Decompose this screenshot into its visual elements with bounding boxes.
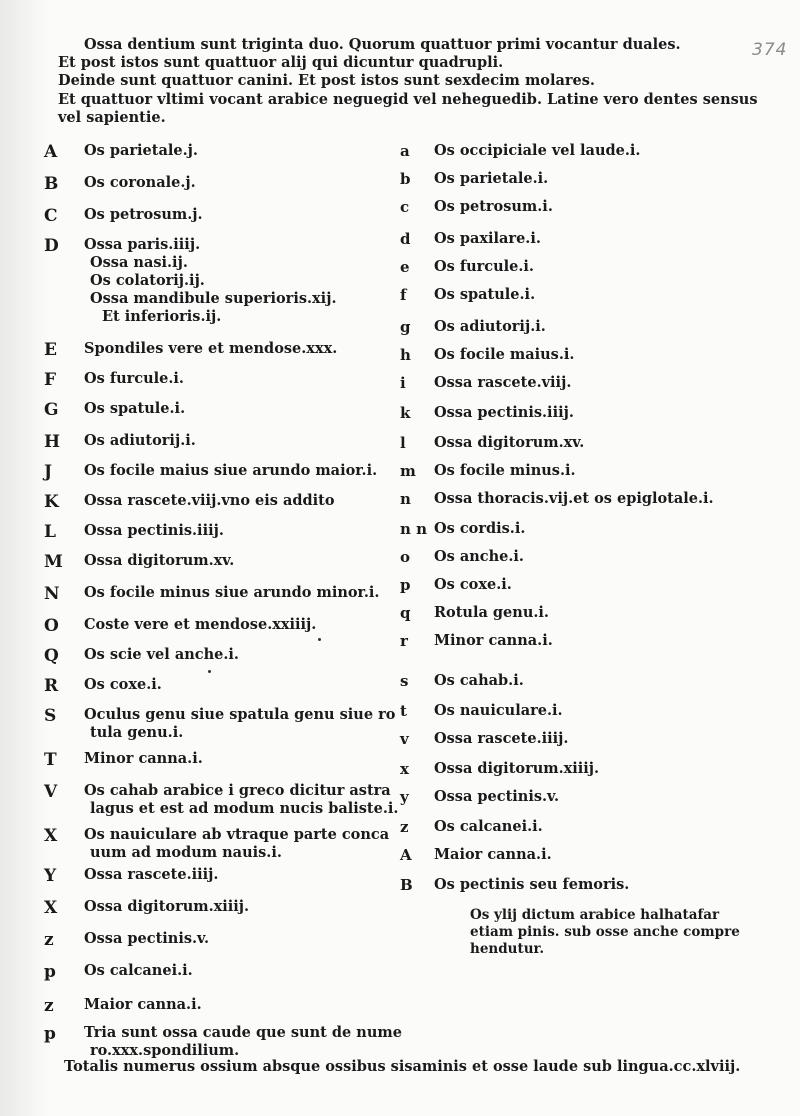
entry-letter: O xyxy=(44,616,59,636)
entry-letter: A xyxy=(44,142,58,162)
entry-text xyxy=(84,462,377,480)
entry-line: Os focile minus siue arundo minor.i. xyxy=(84,584,380,601)
entry-text xyxy=(434,258,534,276)
entry-line: ro.xxx.spondilium. xyxy=(90,1042,240,1059)
entry-line: Os cahab arabice i greco dicitur astra xyxy=(84,782,391,799)
entry-letter: J xyxy=(44,462,53,482)
entry-line: Os cordis.i. xyxy=(434,520,526,537)
entry-letter: p xyxy=(400,576,411,594)
entry-letter: z xyxy=(44,930,54,950)
entry-text xyxy=(84,826,389,862)
entry-text xyxy=(84,522,224,540)
entry-line: Ossa nasi.ij. xyxy=(90,254,188,271)
entry-text xyxy=(84,930,209,948)
entry-letter: Y xyxy=(44,866,57,886)
intro-paragraph xyxy=(58,36,758,127)
entry-line: Os focile maius.i. xyxy=(434,346,575,363)
entry-text xyxy=(84,866,218,884)
entry-line: Os occipiciale vel laude.i. xyxy=(434,142,641,159)
entry-text xyxy=(434,198,553,216)
entry-text xyxy=(434,876,629,894)
entry-letter: r xyxy=(400,632,408,650)
entry-text xyxy=(84,552,234,570)
entry-line: Minor canna.i. xyxy=(84,750,203,767)
entry-letter: H xyxy=(44,432,61,452)
entry-line: Os petrosum.i. xyxy=(434,198,553,215)
entry-text xyxy=(434,702,563,720)
entry-letter: S xyxy=(44,706,57,726)
entry-letter: x xyxy=(400,760,409,778)
entry-line: Os colatorij.ij. xyxy=(90,272,205,289)
entry-text xyxy=(434,818,543,836)
entry-text xyxy=(434,434,584,452)
entry-line: Coste vere et mendose.xxiiij. xyxy=(84,616,317,633)
entry-letter: s xyxy=(400,672,409,690)
intro-line: Deinde sunt quattuor canini. Et post istos sunt sexdecim molares. xyxy=(58,72,595,90)
entry-text xyxy=(84,962,193,980)
entry-text xyxy=(434,520,525,538)
entry-letter: G xyxy=(44,400,59,420)
entry-line: Os calcanei.i. xyxy=(84,962,193,979)
entry-text xyxy=(434,548,524,566)
entry-line: Os parietale.i. xyxy=(434,170,549,187)
entry-letter: k xyxy=(400,404,411,422)
entry-text xyxy=(434,286,535,304)
entry-line: Os paxilare.i. xyxy=(434,230,541,247)
entry-letter: g xyxy=(400,318,411,336)
entry-line: Ossa digitorum.xiiij. xyxy=(84,898,250,915)
entry-line: Minor canna.i. xyxy=(434,632,553,649)
entry-letter: o xyxy=(400,548,411,566)
entry-text xyxy=(434,374,571,392)
entry-letter: T xyxy=(44,750,57,770)
entry-letter: E xyxy=(44,340,57,360)
entry-letter: V xyxy=(44,782,58,802)
entry-letter: K xyxy=(44,492,59,512)
entry-line: Ossa paris.iiij. xyxy=(84,236,201,253)
entry-line: Ossa pectinis.v. xyxy=(434,788,560,805)
intro-line: Et quattuor vltimi vocant arabice neguegid vel neheguedib. Latine vero dentes sensus xyxy=(58,90,758,108)
ink-speck xyxy=(318,638,321,641)
entry-letter: d xyxy=(400,230,411,248)
entry-text xyxy=(434,490,714,508)
entry-letter: c xyxy=(400,198,410,216)
entry-text xyxy=(84,898,249,916)
entry-line: Ossa rascete.viij. xyxy=(434,374,572,391)
entry-text xyxy=(84,174,196,192)
marginal-note xyxy=(470,907,740,958)
intro-line: vel sapientie. xyxy=(58,108,166,126)
entry-line: Ossa pectinis.iiij. xyxy=(84,522,224,539)
entry-line: Ossa thoracis.vij.et os epiglotale.i. xyxy=(434,490,714,507)
entry-letter: m xyxy=(400,462,416,480)
entry-line: uum ad modum nauis.i. xyxy=(90,844,282,861)
entry-text xyxy=(434,462,576,480)
note-line: Os ylij dictum arabice halhatafar xyxy=(470,907,720,923)
entry-line: Os coronale.j. xyxy=(84,174,196,191)
entry-text xyxy=(84,340,337,358)
entry-line: Os cahab.i. xyxy=(434,672,524,689)
entry-line: Spondiles vere et mendose.xxx. xyxy=(84,340,338,357)
entry-line: Os scie vel anche.i. xyxy=(84,646,239,663)
entry-text xyxy=(84,646,239,664)
intro-line: Et post istos sunt quattuor alij qui dicuntur quadrupli. xyxy=(58,54,504,72)
entry-letter: t xyxy=(400,702,407,720)
entry-letter: v xyxy=(400,730,409,748)
entry-text xyxy=(84,236,337,326)
entry-text xyxy=(434,632,553,650)
entry-letter: p xyxy=(44,1024,56,1044)
entry-line: Ossa digitorum.xiiij. xyxy=(434,760,600,777)
entry-letter: M xyxy=(44,552,63,572)
entry-line: Os focile minus.i. xyxy=(434,462,576,479)
entry-line: Os petrosum.j. xyxy=(84,206,203,223)
entry-letter: a xyxy=(400,142,410,160)
entry-line: Ossa digitorum.xv. xyxy=(84,552,235,569)
entry-line: Os furcule.i. xyxy=(84,370,184,387)
entry-line: Oculus genu siue spatula genu siue ro xyxy=(84,706,396,723)
entry-letter: l xyxy=(400,434,406,452)
entry-text xyxy=(84,584,379,602)
entry-text xyxy=(84,1024,402,1060)
entry-line: Ossa pectinis.v. xyxy=(84,930,210,947)
entry-letter: p xyxy=(44,962,56,982)
entry-text xyxy=(84,370,184,388)
entry-text xyxy=(434,404,574,422)
entry-letter: X xyxy=(44,898,58,918)
entry-letter: z xyxy=(44,996,54,1016)
entry-line: Ossa rascete.viij.vno eis addito xyxy=(84,492,335,509)
entry-text xyxy=(434,142,640,160)
entry-letter: Q xyxy=(44,646,59,666)
entry-letter: B xyxy=(44,174,59,194)
entry-letter: e xyxy=(400,258,410,276)
total-line: Totalis numerus ossium absque ossibus sisaminis et osse laude sub lingua.cc.xlviij. xyxy=(64,1058,741,1075)
entry-text xyxy=(84,206,203,224)
entry-letter: X xyxy=(44,826,58,846)
entry-letter: L xyxy=(44,522,56,542)
entry-text xyxy=(434,170,548,188)
note-line: etiam pinis. sub osse anche compre xyxy=(470,924,740,940)
entry-text xyxy=(434,346,574,364)
entry-text xyxy=(434,846,552,864)
entry-line: Ossa digitorum.xv. xyxy=(434,434,585,451)
entry-letter: R xyxy=(44,676,59,696)
entry-text xyxy=(434,230,541,248)
entry-letter: D xyxy=(44,236,59,256)
note-line: hendutur. xyxy=(470,941,545,957)
entry-line: Os pectinis seu femoris. xyxy=(434,876,630,893)
entry-text xyxy=(84,676,162,694)
entry-text xyxy=(84,142,198,160)
entry-line: Os spatule.i. xyxy=(84,400,186,417)
entry-line: Os parietale.j. xyxy=(84,142,198,159)
folio-number: 374 xyxy=(752,40,788,60)
entry-line: lagus et est ad modum nucis baliste.i. xyxy=(90,800,399,817)
entry-line: Os coxe.i. xyxy=(84,676,162,693)
entry-line: Os coxe.i. xyxy=(434,576,512,593)
entry-text xyxy=(434,576,512,594)
entry-letter: b xyxy=(400,170,411,188)
entry-line: Maior canna.i. xyxy=(84,996,202,1013)
entry-text xyxy=(84,432,196,450)
entry-text xyxy=(84,492,335,510)
entry-text xyxy=(434,672,524,690)
page-binding-shadow xyxy=(0,0,48,1116)
entry-line: Ossa rascete.iiij. xyxy=(434,730,569,747)
entry-letter: C xyxy=(44,206,58,226)
entry-text xyxy=(84,996,202,1014)
entry-line: Ossa rascete.iiij. xyxy=(84,866,219,883)
entry-letter: y xyxy=(400,788,409,806)
entry-line: Os anche.i. xyxy=(434,548,524,565)
entry-text xyxy=(84,706,395,742)
entry-line: Tria sunt ossa caude que sunt de nume xyxy=(84,1024,402,1041)
intro-line: Ossa dentium sunt triginta duo. Quorum quattuor primi vocantur duales. xyxy=(84,36,681,53)
entry-line: Et inferioris.ij. xyxy=(102,308,222,325)
entry-text xyxy=(434,604,549,622)
entry-letter: h xyxy=(400,346,411,364)
entry-letter: B xyxy=(400,876,413,894)
entry-line: Ossa mandibule superioris.xij. xyxy=(90,290,337,307)
entry-letter: q xyxy=(400,604,411,622)
entry-line: Os nauiculare ab vtraque parte conca xyxy=(84,826,390,843)
entry-letter: z xyxy=(400,818,409,836)
entry-line: Maior canna.i. xyxy=(434,846,552,863)
entry-line: tula genu.i. xyxy=(90,724,184,741)
entry-line: Os calcanei.i. xyxy=(434,818,543,835)
entry-letter: F xyxy=(44,370,57,390)
entry-line: Os furcule.i. xyxy=(434,258,534,275)
entry-line: Os adiutorij.i. xyxy=(84,432,196,449)
entry-line: Os focile maius siue arundo maior.i. xyxy=(84,462,378,479)
entry-text xyxy=(434,318,546,336)
ink-speck xyxy=(208,670,211,673)
entry-text xyxy=(84,750,203,768)
entry-line: Os adiutorij.i. xyxy=(434,318,546,335)
entry-line: Rotula genu.i. xyxy=(434,604,549,621)
entry-letter: f xyxy=(400,286,407,304)
entry-line: Os nauiculare.i. xyxy=(434,702,563,719)
entry-line: Os spatule.i. xyxy=(434,286,536,303)
entry-letter: n n xyxy=(400,520,428,538)
entry-text xyxy=(434,788,559,806)
entry-text xyxy=(84,782,398,818)
entry-line: Ossa pectinis.iiij. xyxy=(434,404,574,421)
entry-text xyxy=(434,730,568,748)
entry-text xyxy=(84,616,316,634)
entry-letter: A xyxy=(400,846,412,864)
entry-letter: i xyxy=(400,374,406,392)
entry-text xyxy=(434,760,599,778)
entry-text xyxy=(84,400,185,418)
entry-letter: N xyxy=(44,584,60,604)
entry-letter: n xyxy=(400,490,411,508)
